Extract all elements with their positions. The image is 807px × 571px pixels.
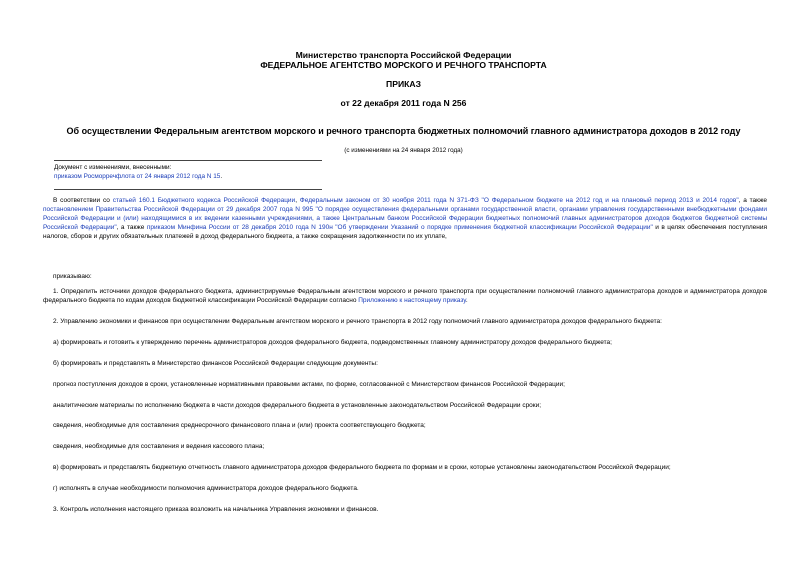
changes-label: Документ с изменениями, внесенными: xyxy=(54,164,172,171)
changes-box xyxy=(54,160,322,190)
budget-code-link[interactable]: статьей 160.1 Бюджетного кодекса Российской Федерации xyxy=(112,197,296,204)
ministry-name: Министерство транспорта Российской Федерации xyxy=(295,50,512,60)
changes-tail: . xyxy=(220,173,223,180)
item-2b-forecast: прогноз поступления доходов в сроки, установленные нормативными правовыми актами, по форме, согласованной с Министерством финансов Российской Федерации; xyxy=(53,381,565,388)
changes-line xyxy=(54,173,222,181)
item-2b-analytics: аналитические материалы по исполнению бюджета в части доходов федерального бюджета в установленные законодательством Российской Федерации сроки; xyxy=(53,402,542,409)
order-word: приказываю: xyxy=(53,273,92,280)
doc-type: ПРИКАЗ xyxy=(386,79,421,89)
preamble-text: В соответствии со xyxy=(53,197,113,204)
preamble-text: , а также xyxy=(116,224,147,231)
preamble-text: и в целях обеспечения поступления налогов, сборов и других обязательных платежей в доход федерального бюджета, а также сокращения задолженности по их уплате, xyxy=(43,224,767,240)
federal-law-link[interactable]: Федеральным законом от 30 ноября 2011 года N 371-ФЗ "О Федеральном бюджете на 2012 год и на плановый период 2013 и 2014 годов" xyxy=(299,197,739,204)
date-number: от 22 декабря 2011 года N 256 xyxy=(340,98,467,108)
agency-name: ФЕДЕРАЛЬНОЕ АГЕНТСТВО МОРСКОГО И РЕЧНОГО ТРАНСПОРТА xyxy=(260,60,547,70)
item-1-text: 1. Определить источники доходов федерального бюджета, администрируемые Федеральным агентством морского и речного транспорта при осуществлении полномочий главного администратора доходов и администратора доходов федерального бюджета по кодам доходов бюджетной классификации Российской Федерации согласно xyxy=(43,288,767,304)
minfin-order-link[interactable]: приказом Минфина России от 28 декабря 2010 года N 190н "Об утверждении Указаний о порядке применения бюджетной классификации Российской Федерации" xyxy=(146,224,653,231)
item-1-tail: . xyxy=(465,297,468,304)
preamble-paragraph xyxy=(43,196,767,241)
amendment-order-link[interactable]: приказом Росморречфлота от 24 января 2012 года N 15 xyxy=(54,173,221,180)
government-resolution-link[interactable]: постановлением Правительства Российской Федерации от 29 декабря 2007 года N 995 "О порядке осуществления федеральными органами государственной власти, органами управления государственными внебюджетными фондами Российской Федерации и (или) находящимися в их ведении казенными учреждениями, а также Центральным банком Российской Федерации бюджетных полномочий главных администраторов доходов бюджетов бюджетной системы Российской Федерации" xyxy=(43,206,767,231)
item-2g: г) исполнять в случае необходимости полномочия администратора доходов федерального бюджета. xyxy=(53,485,359,492)
preamble-text: , а также xyxy=(738,197,767,204)
item-2b: б) формировать и представлять в Министерство финансов Российской Федерации следующие документы: xyxy=(53,360,378,367)
appendix-link[interactable]: Приложению к настоящему приказу xyxy=(358,297,466,304)
item-2v: в) формировать и представлять бюджетную отчетность главного администратора доходов федерального бюджета по формам и в сроки, которые установлены законодательством Российской Федерации; xyxy=(53,464,671,471)
item-2: 2. Управлению экономики и финансов при осуществлении Федеральным агентством морского и речного транспорта в 2012 году полномочий главного администратора доходов федерального бюджета: xyxy=(53,318,662,325)
item-1-paragraph xyxy=(43,287,767,305)
preamble-text: , xyxy=(295,197,300,204)
item-2a: а) формировать и готовить к утверждению перечень администраторов доходов федерального бюджета, подведомственных главному администратору доходов федерального бюджета; xyxy=(53,339,612,346)
item-2b-cash-plan: сведения, необходимые для составления и ведения кассового плана; xyxy=(53,443,265,450)
item-3: 3. Контроль исполнения настоящего приказа возложить на начальника Управления экономики и финансов. xyxy=(53,506,379,513)
document-title: Об осуществлении Федеральным агентством морского и речного транспорта бюджетных полномочий главного администратора доходов в 2012 году xyxy=(66,126,741,136)
amendment-note: (с изменениями на 24 января 2012 года) xyxy=(344,147,463,154)
item-2b-financial-plan: сведения, необходимые для составления среднесрочного финансового плана и (или) проекта соответствующего бюджета; xyxy=(53,422,426,429)
